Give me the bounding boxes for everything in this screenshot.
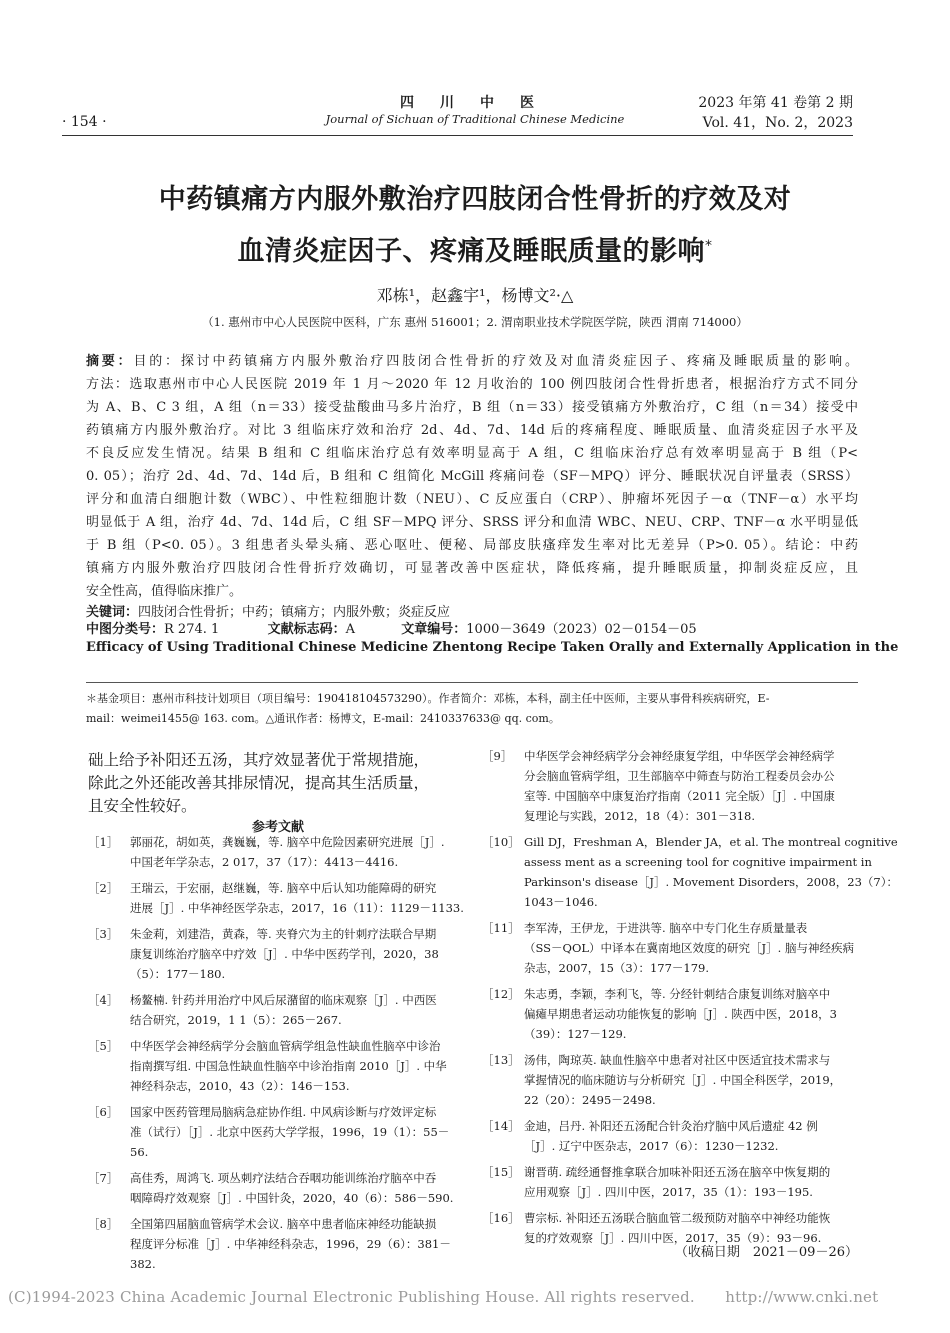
reference-item: [88, 1102, 468, 1162]
abstract-line: 摘要：目的：探讨中药镇痛方内服外敷治疗四肢闭合性骨折的疗效及对血清炎症因子、疼痛及睡眠质量的影响。: [86, 354, 858, 369]
reference-text-line: 李军涛，王伊龙，于进洪等. 脑卒中专门化生存质量量表: [524, 921, 808, 935]
clc-label: 中图分类号：: [86, 622, 165, 637]
reference-number: ［7］: [88, 1171, 119, 1185]
reference-text-line: 分会脑血管病学组，卫生部脑卒中筛查与防治工程委员会办公: [524, 769, 835, 783]
reference-text-line: 国家中医药管理局脑病急症协作组. 中风病诊断与疗效评定标: [130, 1105, 437, 1119]
reference-text-line: （SS－QOL）中译本在冀南地区效度的研究［J］. 脑与神经疾病: [524, 941, 854, 955]
reference-item: [482, 1162, 862, 1202]
reference-text-line: 中华医学会神经病学分会神经康复学组，中华医学会神经病学: [524, 749, 835, 763]
reference-item: [88, 878, 468, 918]
abstract-line: 评分和血清白细胞计数（WBC）、中性粒细胞计数（NEU）、C 反应蛋白（CRP）、肿瘤坏死因子－α（TNF－α）水平均: [86, 492, 858, 507]
reference-text-line: 进展［J］. 中华神经医学杂志，2017，16（11）：1129－1133.: [130, 901, 464, 915]
reference-number: ［2］: [88, 881, 119, 895]
reference-text-line: 56.: [130, 1145, 149, 1159]
reference-text-line: 准（试行）［J］. 北京中医药大学学报，1996，19（1）：55－: [130, 1125, 450, 1139]
abstract-line: 不良反应发生情况。结果 B 组和 C 组临床治疗总有效率明显高于 A 组，C 组临床治疗总有效率明显高于 B 组（P<: [86, 446, 858, 461]
title-footnote-mark: *: [705, 238, 713, 254]
reference-text-line: 复理论与实践，2012，18（4）：301－318.: [524, 809, 756, 823]
references-heading: 参考文献: [251, 820, 304, 835]
reference-item: [88, 990, 468, 1030]
reference-item: [482, 918, 862, 978]
reference-number: ［12］: [482, 987, 520, 1001]
affiliations: （1. 惠州市中心人民医院中医科，广东 惠州 516001；2. 渭南职业技术学院医学院，陕西 渭南 714000）: [202, 315, 748, 329]
reference-text-line: 结合研究，2019，1 1（5）：265－267.: [130, 1013, 342, 1027]
abstract-line: 药镇痛方内服外敷治疗。对比 3 组临床疗效和治疗 2d、4d、7d、14d 后的疼痛程度、睡眠质量、血清炎症因子水平及: [86, 423, 858, 438]
reference-text-line: 中华医学会神经病学分会脑血管病学组急性缺血性脑卒中诊治: [130, 1039, 441, 1053]
reference-text-line: 王瑞云，于宏丽，赵继巍，等. 脑卒中后认知功能障碍的研究: [130, 881, 437, 895]
reference-item: [88, 924, 468, 984]
reference-text-line: 朱志勇，李颖，李利飞，等. 分经针刺结合康复训练对脑卒中: [524, 987, 831, 1001]
received-date: （收稿日期 2021－09－26）: [674, 1245, 858, 1260]
reference-item: [88, 1214, 468, 1274]
reference-text-line: 偏瘫早期患者运动功能恢复的影响［J］. 陕西中医，2018，3: [524, 1007, 838, 1021]
reference-number: ［3］: [88, 927, 119, 941]
reference-item: [88, 1036, 468, 1096]
reference-text-line: 1043－1046.: [524, 895, 598, 909]
reference-number: ［14］: [482, 1119, 520, 1133]
reference-item: [88, 1168, 468, 1208]
copyright-watermark: (C)1994-2023 China Academic Journal Electronic Publishing House. All rights reserved. http://www.cnki.net: [8, 1288, 879, 1306]
reference-text-line: Parkinson's disease［J］. Movement Disorders，2008，23（7）：: [524, 875, 898, 889]
body-text-line: 除此之外还能改善其排尿情况，提高其生活质量，: [88, 774, 430, 792]
footnote-line-2: mail：weimei1455@ 163. com。△通讯作者：杨博文，E-mail：2410337633@ qq. com。: [86, 712, 560, 725]
reference-item: [482, 1050, 862, 1110]
reference-text-line: 全国第四届脑血管病学术会议. 脑卒中患者临床神经功能缺损: [130, 1217, 437, 1231]
reference-number: ［8］: [88, 1217, 119, 1231]
body-text-line: 且安全性较好。: [88, 797, 197, 815]
abstract-line: 0. 05）；治疗 2d、4d、7d、14d 后，B 组和 C 组简化 McGill 疼痛问卷（SF－MPQ）评分、睡眠状况自评量表（SRSS）: [86, 469, 858, 484]
issue-info-cn: 2023 年第 41 卷第 2 期: [698, 95, 853, 111]
reference-text-line: 杨鳌楠. 针药并用治疗中风后尿潴留的临床观察［J］. 中西医: [130, 993, 437, 1007]
reference-text-line: 神经科杂志，2010，43（2）：146－153.: [130, 1079, 350, 1093]
reference-number: ［5］: [88, 1039, 119, 1053]
reference-text-line: 室等. 中国脑卒中康复治疗指南（2011 完全版）［J］. 中国康: [524, 789, 835, 803]
reference-number: ［16］: [482, 1211, 520, 1225]
reference-text-line: 掌握情况的临床随访与分析研究［J］. 中国全科医学，2019，: [524, 1073, 842, 1087]
reference-text-line: 金迪，吕丹. 补阳还五汤配合针灸治疗脑中风后遗症 42 例: [524, 1119, 818, 1133]
reference-text-line: 指南撰写组. 中国急性缺血性脑卒中诊治指南 2010［J］. 中华: [130, 1059, 447, 1073]
reference-number: ［11］: [482, 921, 520, 935]
reference-text-line: （5）：177－180.: [130, 967, 226, 981]
footnote-divider: [86, 682, 858, 683]
reference-number: ［1］: [88, 835, 119, 849]
abstract-line: 于 B 组（P<0. 05）。3 组患者头晕头痛、恶心呕吐、便秘、局部皮肤瘙痒发生率对比无差异（P>0. 05）。结论：中药: [86, 538, 858, 553]
reference-number: ［10］: [482, 835, 520, 849]
reference-item: [88, 832, 468, 872]
reference-text-line: 郭丽花，胡如英，龚巍巍，等. 脑卒中危险因素研究进展［J］.: [130, 835, 445, 849]
journal-name-en: Journal of Sichuan of Traditional Chinese Medicine: [325, 112, 625, 126]
reference-number: ［13］: [482, 1053, 520, 1067]
title-line-1: 中药镇痛方内服外敷治疗四肢闭合性骨折的疗效及对: [158, 184, 792, 215]
clc-value: R 274. 1: [164, 622, 220, 637]
reference-number: ［15］: [482, 1165, 520, 1179]
english-title: Efficacy of Using Traditional Chinese Medicine Zhentong Recipe Taken Orally and Externally Application in the: [86, 640, 899, 655]
reference-number: ［9］: [482, 749, 513, 763]
reference-text-line: 杂志，2007，15（3）：177－179.: [524, 961, 710, 975]
keywords-text: 四肢闭合性骨折；中药；镇痛方；内服外敷；炎症反应: [138, 605, 451, 620]
keywords-label: 关键词：: [86, 605, 139, 620]
reference-text-line: Gill DJ，Freshman A，Blender JA，et al. The montreal cognitive: [524, 835, 898, 849]
reference-item: [482, 832, 898, 912]
reference-text-line: 朱金莉，刘建浩，黄森，等. 夹脊穴为主的针刺疗法联合早期: [130, 927, 437, 941]
abstract-line: 为 A、B、C 3 组，A 组（n＝33）接受盐酸曲马多片治疗，B 组（n＝33）接受镇痛方外敷治疗，C 组（n＝34）接受中: [86, 400, 858, 415]
reference-number: ［4］: [88, 993, 119, 1007]
issue-info-en: Vol. 41，No. 2，2023: [702, 115, 853, 131]
title-line-2-text: 血清炎症因子、疼痛及睡眠质量的影响: [237, 236, 705, 267]
abstract-label: 摘要：: [86, 354, 134, 369]
reference-text-line: 谢晋萌. 疏经通督推拿联合加味补阳还五汤在脑卒中恢复期的: [524, 1165, 831, 1179]
reference-item: [482, 1116, 862, 1156]
authors: 邓栋¹，赵鑫宇¹，杨博文²·△: [376, 286, 574, 305]
reference-item: [482, 746, 862, 826]
doc-code-value: A: [345, 622, 355, 637]
abstract-line: 安全性高，值得临床推广。: [86, 584, 243, 599]
abstract-line: 镇痛方内服外敷治疗四肢闭合性骨折疗效确切，可显著改善中医症状，降低疼痛，提升睡眠质量，抑制炎症反应，且: [86, 561, 858, 576]
title-line-2: [60, 223, 890, 275]
doc-code-label: 文献标志码：: [267, 622, 346, 637]
reference-text-line: 汤伟，陶琼英. 缺血性脑卒中患者对社区中医适宜技术需求与: [524, 1053, 831, 1067]
classification-line: [86, 618, 858, 637]
header-divider: [62, 135, 853, 136]
reference-text-line: ［J］. 辽宁中医杂志，2017（6）：1230－1232.: [524, 1139, 779, 1153]
reference-text-line: 曹宗标. 补阳还五汤联合脑血管二级预防对脑卒中神经功能恢: [524, 1211, 831, 1225]
article-no-value: 1000－3649（2023）02－0154－05: [466, 622, 697, 637]
reference-text-line: 中国老年学杂志，2 017，37（17）：4413－4416.: [130, 855, 399, 869]
reference-number: ［6］: [88, 1105, 119, 1119]
abstract-line: 明显低于 A 组，治疗 4d、7d、14d 后，C 组 SF－MPQ 评分、SRSS 评分和血清 WBC、NEU、CRP、TNF－α 水平明显低: [86, 515, 858, 530]
page-number: · 154 ·: [62, 114, 107, 130]
reference-text-line: 程度评分标准［J］. 中华神经科杂志，1996，29（6）：381－: [130, 1237, 451, 1251]
article-title: [60, 176, 890, 275]
reference-item: [482, 984, 862, 1044]
journal-name-cn: 四川中医: [400, 95, 560, 111]
reference-text-line: 应用观察［J］. 四川中医，2017，35（1）：193－195.: [524, 1185, 813, 1199]
abstract-line: 方法：选取惠州市中心人民医院 2019 年 1 月～2020 年 12 月收治的 100 例四肢闭合性骨折患者，根据治疗方式不同分: [86, 377, 858, 392]
body-text-line: 础上给予补阳还五汤，其疗效显著优于常规措施，: [88, 751, 430, 769]
reference-text-line: 康复训练治疗脑卒中疗效［J］. 中华中医药学刊，2020，38: [130, 947, 439, 961]
reference-text-line: 382.: [130, 1257, 156, 1271]
reference-text-line: assess ment as a screening tool for cognitive impairment in: [524, 855, 872, 869]
reference-text-line: （39）：127－129.: [524, 1027, 627, 1041]
reference-text-line: 复的疗效观察［J］. 四川中医，2017，35（9）：93－96.: [524, 1231, 822, 1245]
reference-text-line: 高佳秀，周鸿飞. 项丛刺疗法结合吞咽功能训练治疗脑卒中吞: [130, 1171, 437, 1185]
article-no-label: 文章编号：: [401, 622, 467, 637]
reference-text-line: 咽障碍疗效观察［J］. 中国针灸，2020，40（6）：586－590.: [130, 1191, 454, 1205]
footnote-line-1: ＊基金项目：惠州市科技计划项目（项目编号：190418104573290）。作者简介：邓栋，本科，副主任中医师，主要从事骨科疾病研究，E-: [86, 692, 770, 705]
reference-text-line: 22（20）：2495－2498.: [524, 1093, 656, 1107]
